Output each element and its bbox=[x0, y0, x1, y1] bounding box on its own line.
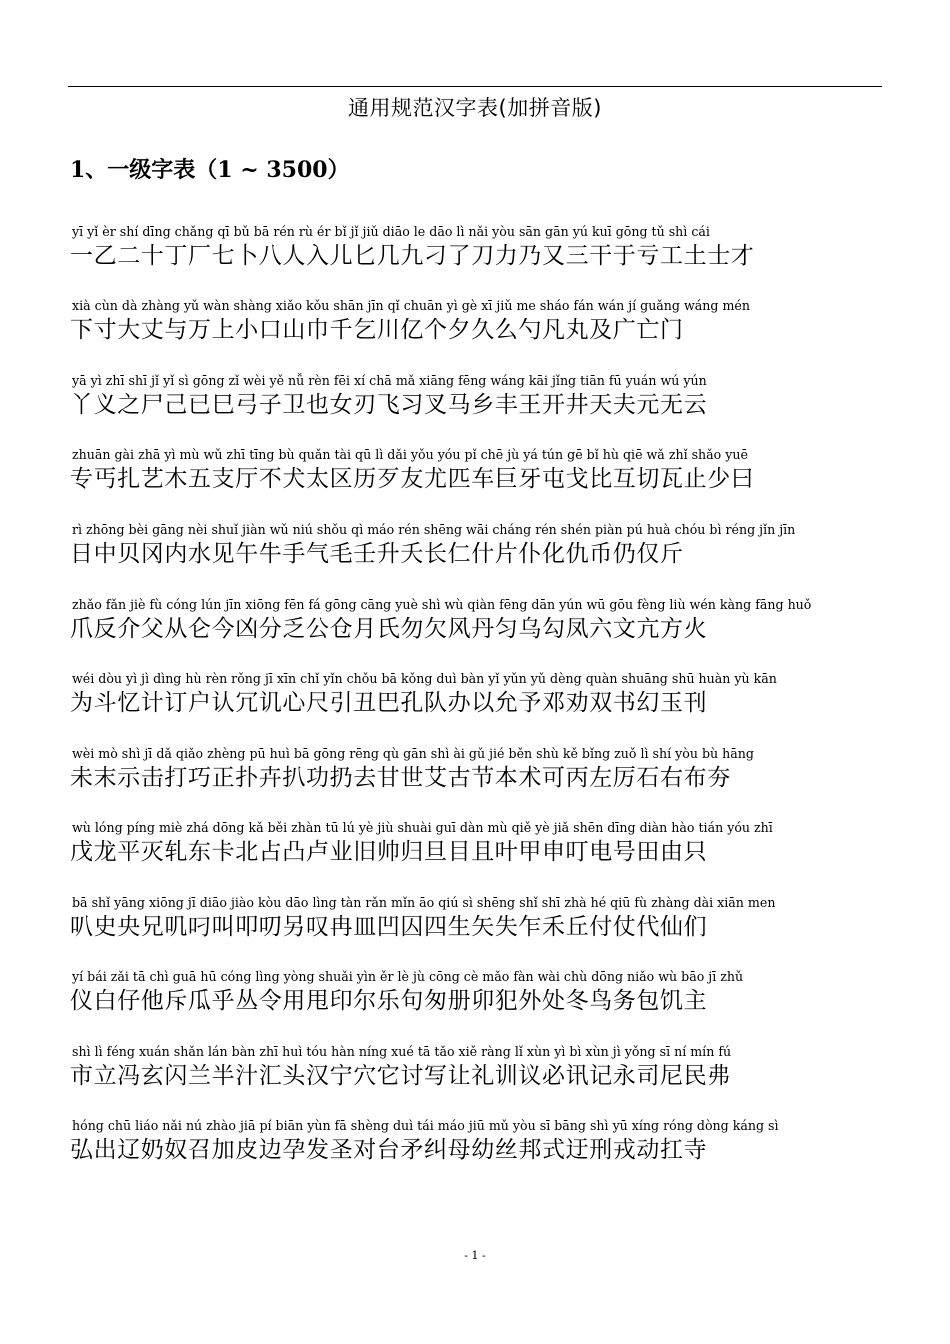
hanzi-line: 弘出辽奶奴召加皮边孕发圣对台矛纠母幼丝邦式迂刑戎动扛寺 bbox=[70, 1137, 708, 1163]
hanzi-line: 叭史央兄叽叼叫叩叨另叹冉皿凹囚四生矢失乍禾丘付仗代仙们 bbox=[70, 914, 708, 940]
pinyin-line: bā shǐ yāng xiōng jī diāo jiào kòu dāo lìng tàn rǎn mǐn āo qiú sì shēng shǐ shī zhà hé qiū fù zhàng dài xiān men bbox=[72, 895, 776, 910]
hanzi-line: 为斗忆计订户认冗讥心尺引丑巴孔队办以允予邓劝双书幻玉刊 bbox=[70, 690, 708, 716]
pinyin-line: zhuān gài zhā yì mù wǔ zhī tīng bù quǎn tài qū lì dǎi yǒu yóu pǐ chē jù yá tún gē bǐ hù qiē wǎ zhǐ shǎo yuē bbox=[72, 447, 748, 462]
hanzi-line: 市立冯玄闪兰半汁汇头汉宁穴它讨写让礼训议必讯记永司尼民弗 bbox=[70, 1063, 731, 1089]
pinyin-line: wù lóng píng miè zhá dōng kǎ běi zhàn tū lú yè jiù shuài guī dàn mù qiě yè jiǎ shēn dīng diàn hào tián yóu zhī bbox=[72, 820, 773, 835]
pinyin-line: wèi mò shì jī dǎ qiǎo zhèng pū huì bā gōng rēng qù gān shì ài gǔ jié běn shù kě bǐng zuǒ lì shí yòu bù hāng bbox=[72, 746, 754, 761]
hanzi-line: 下寸大丈与万上小口山巾千乞川亿个夕久么勺凡丸及广亡门 bbox=[70, 317, 684, 343]
hanzi-line: 戊龙平灭轧东卡北占凸卢业旧帅归旦目且叶甲申叮电号田由只 bbox=[70, 839, 708, 865]
page-number: - 1 - bbox=[464, 1249, 486, 1262]
pinyin-line: yī yǐ èr shí dīng chǎng qī bǔ bā rén rù ér bǐ jǐ jiǔ diāo le dāo lì nǎi yòu sān gān yú kuī gōng tǔ shì cái bbox=[72, 224, 710, 239]
pinyin-line: hóng chū liáo nǎi nú zhào jiā pí biān yùn fā shèng duì tái máo jiū mǔ yòu sī bāng shì yū xíng róng dòng káng sì bbox=[72, 1118, 779, 1133]
pinyin-line: xià cùn dà zhàng yǔ wàn shàng xiǎo kǒu shān jīn qǐ chuān yì gè xī jiǔ me sháo fán wán jí guǎng wáng mén bbox=[72, 298, 750, 313]
hanzi-line: 仪白仔他斥瓜乎丛令用甩印尔乐句匆册卯犯外处冬鸟务包饥主 bbox=[70, 988, 708, 1014]
pinyin-line: zhǎo fǎn jiè fù cóng lún jīn xiōng fēn fá gōng cāng yuè shì wù qiàn fēng dān yún wū gōu fèng liù wén kàng fāng huǒ bbox=[72, 597, 812, 612]
pinyin-line: yí bái zǎi tā chì guā hū cóng lìng yòng shuǎi yìn ěr lè jù cōng cè mǎo fàn wài chù dōng niǎo wù bāo jī zhǔ bbox=[72, 969, 744, 984]
hanzi-line: 爪反介父从仑今凶分乏公仓月氏勿欠风丹匀乌勾凤六文亢方火 bbox=[70, 616, 708, 642]
pinyin-line: yā yì zhī shī jǐ yǐ sì gōng zǐ wèi yě nǚ rèn fēi xí chā mǎ xiāng fēng wáng kāi jǐng tiān fū yuán wú yún bbox=[72, 373, 707, 388]
hanzi-line: 日中贝冈内水见午牛手气毛壬升夭长仁什片仆化仇币仍仅斤 bbox=[70, 541, 684, 567]
section-heading: 1、一级字表（1 ~ 3500） bbox=[70, 157, 350, 183]
pinyin-line: shì lì féng xuán shǎn lán bàn zhī huì tóu hàn níng xué tā tǎo xiě ràng lǐ xùn yì bì xùn jì yǒng sī ní mín fú bbox=[72, 1044, 732, 1059]
hanzi-line: 一乙二十丁厂七卜八人入儿匕几九刁了刀力乃又三干于亏工土士才 bbox=[70, 243, 755, 269]
hanzi-line: 丫义之尸己已巳弓子卫也女刃飞习叉马乡丰王开井天夫元无云 bbox=[70, 392, 708, 418]
hanzi-line: 未末示击打巧正扑卉扒功扔去甘世艾古节本术可丙左厉石右布夯 bbox=[70, 765, 731, 791]
pinyin-line: rì zhōng bèi gāng nèi shuǐ jiàn wǔ niú shǒu qì máo rén shēng wāi cháng rén shén piàn pú huà chóu bì réng jǐn jīn bbox=[72, 522, 796, 537]
document-title: 通用规范汉字表(加拼音版) bbox=[348, 96, 602, 120]
hanzi-line: 专丐扎艺木五支厅不犬太区历歹友尤匹车巨牙屯戈比互切瓦止少曰 bbox=[70, 466, 755, 492]
pinyin-line: wéi dòu yì jì dìng hù rèn rǒng jī xīn chǐ yǐn chǒu bā kǒng duì bàn yǐ yǔn yǔ dèng quàn shuāng shū huàn yù kān bbox=[72, 671, 777, 686]
